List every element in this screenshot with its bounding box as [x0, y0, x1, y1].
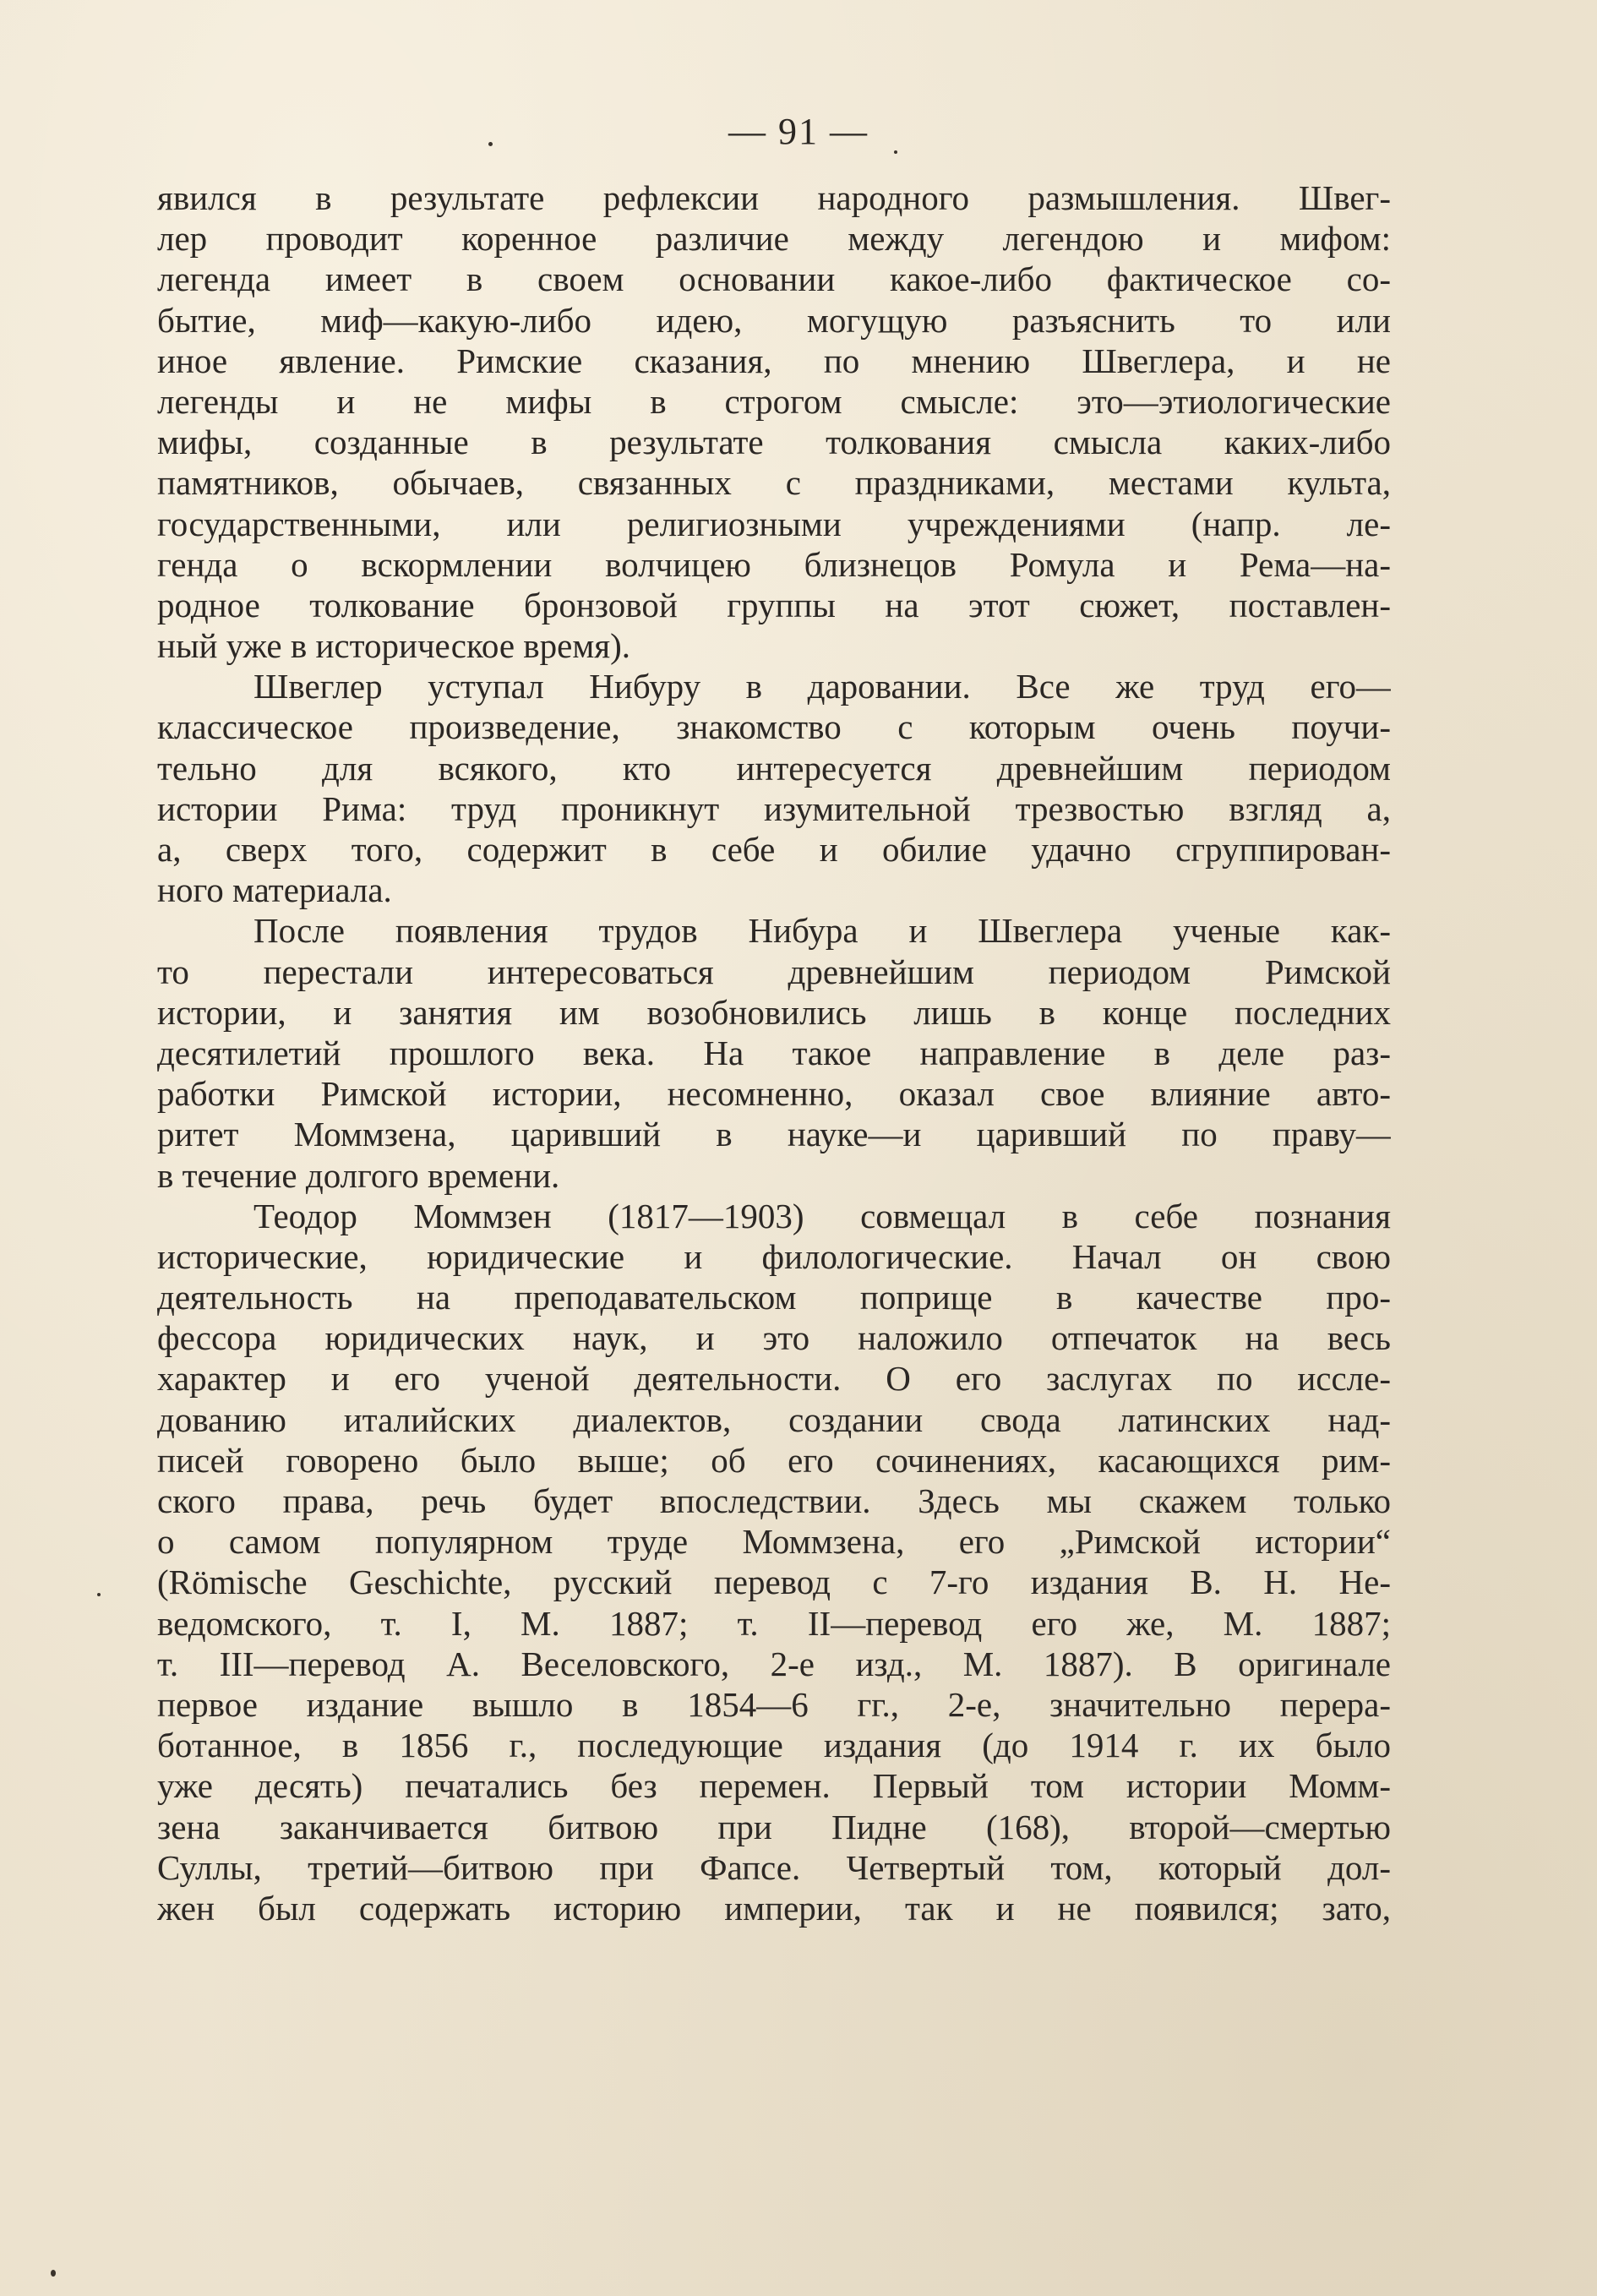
text-line: государственными, или религиозными учреждениями (напр. ле-: [157, 504, 1391, 543]
text-line: дованию италийских диалектов, создании свода латинских над-: [157, 1399, 1391, 1439]
text-line: генда о вскормлении волчицею близнецов Ромула и Рема—на-: [157, 544, 1391, 584]
text-line: Суллы, третий—битвою при Фапсе. Четвертый том, который дол-: [157, 1847, 1391, 1887]
text-line: явился в результате рефлексии народного размышления. Швег-: [157, 178, 1391, 217]
text-line: исторические, юридические и филологические. Начал он свою: [157, 1236, 1391, 1276]
text-line: легенда имеет в своем основании какое-либо фактическое со-: [157, 259, 1391, 299]
text-line: писей говорено было выше; об его сочинениях, касающихся рим-: [157, 1440, 1391, 1480]
text-line: а, сверх того, содержит в себе и обилие удачно сгруппирован-: [157, 830, 1391, 869]
body-text: [157, 177, 1391, 1928]
text-line: бытие, миф—какую-либо идею, могущую разъяснить то или: [157, 300, 1391, 340]
text-line: то перестали интересоваться древнейшим периодом Римской: [157, 952, 1391, 991]
text-line: лер проводит коренное различие между легендою и мифом:: [157, 219, 1391, 259]
text-line: т. III—перевод А. Веселовского, 2-е изд., М. 1887). В оригинале: [157, 1644, 1391, 1683]
text-line: Теодор Моммзен (1817—1903) совмещал в себе познания: [253, 1196, 1391, 1235]
text-line: работки Римской истории, несомненно, оказал свое влияние авто-: [157, 1074, 1391, 1114]
text-line: зена заканчивается битвою при Пидне (168), второй—смертью: [157, 1807, 1391, 1846]
text-line: иное явление. Римские сказания, по мнению Швеглера, и не: [157, 341, 1391, 380]
text-line: ского права, речь будет впоследствии. Здесь мы скажем только: [157, 1481, 1391, 1520]
text-line: памятников, обычаев, связанных с праздниками, местами культа,: [157, 463, 1391, 503]
text-line: фессора юридических наук, и это наложило отпечаток на весь: [157, 1318, 1391, 1358]
text-line: ботанное, в 1856 г., последующие издания (до 1914 г. их было: [157, 1726, 1391, 1765]
text-line: После появления трудов Нибура и Швеглера ученые как-: [253, 911, 1391, 951]
text-line: жен был содержать историю империи, так и не появился; зато,: [157, 1888, 1391, 1928]
text-line: в течение долгого времени.: [157, 1155, 560, 1195]
text-line: классическое произведение, знакомство с которым очень поучи-: [157, 707, 1391, 747]
text-line: Швеглер уступал Нибуру в даровании. Все же труд его—: [253, 667, 1391, 706]
text-line: тельно для всякого, кто интересуется древнейшим периодом: [157, 748, 1391, 788]
text-line: ного материала.: [157, 870, 392, 910]
text-line: мифы, созданные в результате толкования смысла каких-либо: [157, 423, 1391, 462]
ink-speck: [488, 142, 493, 146]
text-line: деятельность на преподавательском поприще в качестве про-: [157, 1278, 1391, 1317]
text-line: ритет Моммзена, царивший в науке—и царивший по праву—: [157, 1115, 1391, 1154]
text-line: ный уже в историческое время).: [157, 626, 631, 666]
text-line: истории Рима: труд проникнут изумительной трезвостью взгляд а,: [157, 788, 1391, 828]
text-line: первое издание вышло в 1854—6 гг., 2-е, значительно перера-: [157, 1684, 1391, 1724]
text-line: уже десять) печатались без перемен. Первый том истории Момм-: [157, 1766, 1391, 1806]
ink-speck: [894, 150, 897, 154]
text-line: десятилетий прошлого века. На такое направление в деле раз-: [157, 1033, 1391, 1072]
text-line: (Römische Geschichte, русский перевод с 7-го издания В. Н. Не-: [157, 1562, 1391, 1602]
text-line: ведомского, т. I, М. 1887; т. II—перевод его же, М. 1887;: [157, 1603, 1391, 1643]
text-line: легенды и не мифы в строгом смысле: это—этиологические: [157, 381, 1391, 421]
page-number: — 91 —: [728, 111, 869, 152]
text-line: о самом популярном труде Моммзена, его „Римской истории“: [157, 1522, 1391, 1562]
text-line: истории, и занятия им возобновились лишь в конце последних: [157, 992, 1391, 1032]
ink-speck: [97, 1593, 101, 1596]
text-line: характер и его ученой деятельности. О его заслугах по иссле-: [157, 1359, 1391, 1399]
ink-speck: [51, 2270, 56, 2277]
text-line: родное толкование бронзовой группы на этот сюжет, поставлен-: [157, 585, 1391, 624]
